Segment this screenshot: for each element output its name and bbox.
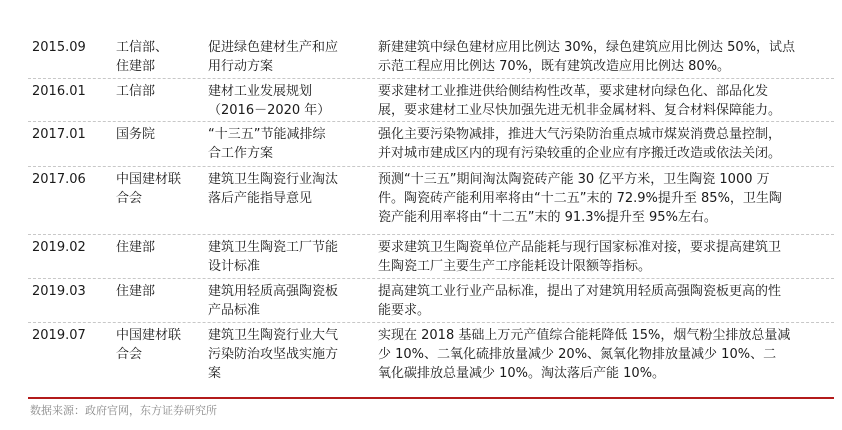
cell-content: 强化主要污染物减排，推进大气污染防治重点城市煤炭消费总量控制， 并对城市建成区内的现有污染较重的企业应有序搬迁改造或依法关闭。 <box>378 127 782 161</box>
cell-document: 促进绿色建材生产和应 用行动方案 <box>208 40 339 74</box>
cell-org: 国务院 <box>116 127 156 142</box>
cell-org: 工信部、 住建部 <box>116 40 169 74</box>
cell-content: 实现在 2018 基础上万元产值综合能耗降低 15%，烟气粉尘排放总量减 少 10%、二氧化硫排放量减少 20%、氮氧化物排放量减少 10%、二 氧化碳排放总量减少 10%。淘汰落后产能 10%。 <box>378 328 791 381</box>
cell-date: 2017.01 <box>32 127 86 142</box>
cell-document: 建筑卫生陶瓷工厂节能 设计标准 <box>208 240 339 274</box>
cell-document: 建筑用轻质高强陶瓷板 产品标准 <box>208 284 339 318</box>
cell-date: 2019.07 <box>32 328 86 343</box>
cell-content: 要求建筑卫生陶瓷单位产品能耗与现行国家标准对接，要求提高建筑卫 生陶瓷工厂主要生产工序能耗设计限额等指标。 <box>378 240 782 274</box>
cell-document: 建筑卫生陶瓷行业大气 污染防治攻坚战实施方 案 <box>208 328 339 381</box>
cell-document: 建筑卫生陶瓷行业淘汰 落后产能指导意见 <box>208 172 339 206</box>
row-separator <box>28 322 834 323</box>
table-bottom-rule <box>28 397 834 399</box>
cell-document: 建材工业发展规划 （2016－2020 年） <box>208 84 331 118</box>
row-separator <box>28 278 834 279</box>
cell-document: “十三五”节能减排综 合工作方案 <box>208 127 326 161</box>
cell-date: 2015.09 <box>32 40 86 55</box>
source-note: 数据来源：政府官网，东方证券研究所 <box>30 404 217 417</box>
cell-org: 中国建材联 合会 <box>116 172 182 206</box>
cell-content: 要求建材工业推进供给侧结构性改革，要求建材向绿色化、部品化发 展，要求建材工业尽快加强先进无机非金属材料、复合材料保障能力。 <box>378 84 782 118</box>
cell-content: 新建建筑中绿色建材应用比例达 30%，绿色建筑应用比例达 50%，试点 示范工程应用比例达 70%，既有建筑改造应用比例达 80%。 <box>378 40 796 74</box>
cell-date: 2019.02 <box>32 240 86 255</box>
cell-date: 2019.03 <box>32 284 86 299</box>
row-separator <box>28 234 834 235</box>
cell-content: 提高建筑工业行业产品标准，提出了对建筑用轻质高强陶瓷板更高的性 能要求。 <box>378 284 782 318</box>
row-separator <box>28 166 834 167</box>
cell-org: 住建部 <box>116 284 156 299</box>
cell-org: 工信部 <box>116 84 156 99</box>
cell-content: 预测“十三五”期间淘汰陶瓷砖产能 30 亿平方米，卫生陶瓷 1000 万 件。陶瓷砖产能利用率将由“十二五”末的 72.9%提升至 85%，卫生陶 瓷产能利用率将由“十二五”末的 91.3%提升至 95%左右。 <box>378 172 782 225</box>
cell-date: 2016.01 <box>32 84 86 99</box>
cell-org: 住建部 <box>116 240 156 255</box>
cell-org: 中国建材联 合会 <box>116 328 182 362</box>
row-separator <box>28 78 834 79</box>
row-separator <box>28 121 834 122</box>
cell-date: 2017.06 <box>32 172 86 187</box>
